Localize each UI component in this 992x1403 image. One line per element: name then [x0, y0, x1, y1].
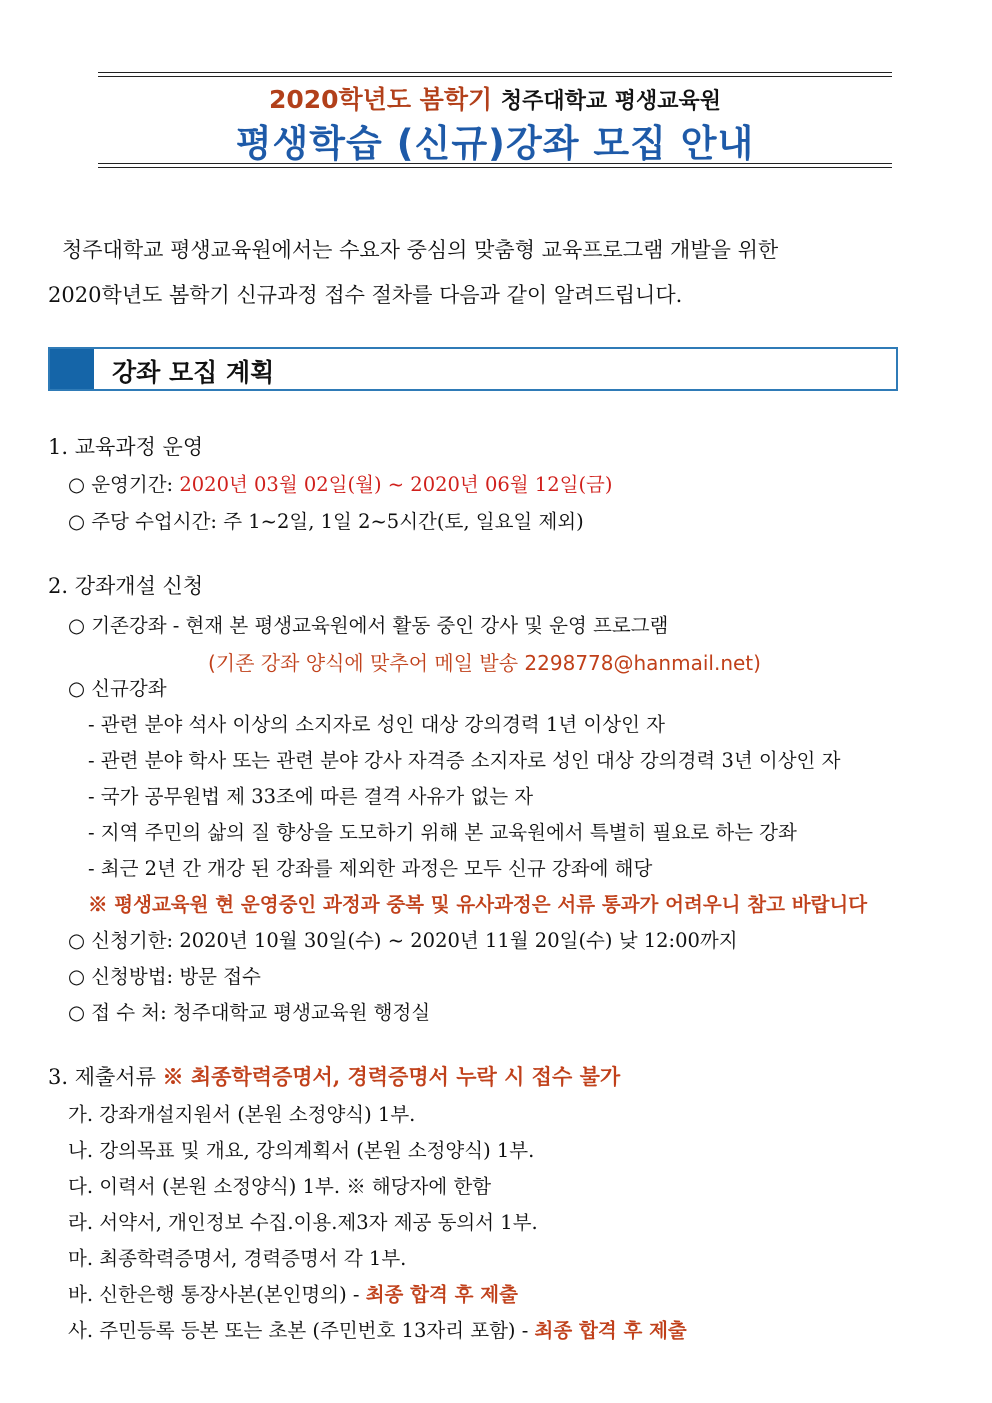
document-item: 나. 강의목표 및 개요, 강의계획서 (본원 소정양식) 1부. [68, 1139, 535, 1162]
document-item [68, 1282, 518, 1308]
sec2-existing-note: (기존 강좌 양식에 맞추어 메일 발송 2298778@hanmail.net) [208, 651, 761, 675]
section-marker [50, 349, 94, 389]
sec2-existing: ○ 기존강좌 - 현재 본 평생교육원에서 활동 중인 강사 및 운영 프로그램 [68, 614, 669, 637]
header-rule [98, 167, 892, 168]
sec3-heading-note: ※ 최종학력증명서, 경력증명서 누락 시 접수 불가 [162, 1064, 621, 1089]
sec2-heading: 2. 강좌개설 신청 [48, 574, 204, 598]
sec1-hours: ○ 주당 수업시간: 주 1~2일, 1일 2~5시간(토, 일요일 제외) [68, 510, 584, 533]
item6-text: 바. 신한은행 통장사본(본인명의) - [68, 1283, 366, 1306]
sec1-period [68, 472, 613, 498]
document-item: 마. 최종학력증명서, 경력증명서 각 1부. [68, 1247, 407, 1270]
sec3-heading [48, 1064, 620, 1090]
sec2-new-label: ○ 신규강좌 [68, 677, 167, 700]
document-header [98, 72, 892, 169]
page-title: 평생학습 (신규)강좌 모집 안내 [235, 122, 755, 165]
item7-note: 최종 합격 후 제출 [534, 1319, 687, 1342]
sec1-heading: 1. 교육과정 운영 [48, 435, 204, 459]
header-rule [98, 72, 892, 73]
sec2-deadline: ○ 신청기한: 2020년 10월 30일(수) ~ 2020년 11월 20일(수) 낮 12:00까지 [68, 929, 738, 952]
criteria-item: - 국가 공무원법 제 33조에 따른 결격 사유가 없는 자 [88, 785, 534, 808]
document-item: 라. 서약서, 개인정보 수집.이용.제3자 제공 동의서 1부. [68, 1211, 538, 1234]
section-title-box [48, 347, 898, 391]
sec2-method: ○ 신청방법: 방문 접수 [68, 965, 261, 988]
item7-text: 사. 주민등록 등본 또는 초본 (주민번호 13자리 포함) - [68, 1319, 535, 1342]
section-title: 강좌 모집 계획 [112, 358, 275, 387]
intro-line: 청주대학교 평생교육원에서는 수요자 중심의 맞춤형 교육프로그램 개발을 위한 [62, 238, 779, 262]
sec2-warning: ※ 평생교육원 현 운영중인 과정과 중복 및 유사과정은 서류 통과가 어려우니 참고 바랍니다 [88, 893, 868, 916]
header-subtitle [98, 80, 892, 116]
criteria-item: - 최근 2년 간 개강 된 강좌를 제외한 과정은 모두 신규 강좌에 해당 [88, 857, 653, 880]
document-item [68, 1318, 687, 1344]
criteria-item: - 관련 분야 학사 또는 관련 분야 강사 자격증 소지자로 성인 대상 강의경력 3년 이상인 자 [88, 749, 841, 772]
criteria-item: - 관련 분야 석사 이상의 소지자로 성인 대상 강의경력 1년 이상인 자 [88, 713, 665, 736]
intro-paragraph [48, 228, 928, 318]
document-item: 다. 이력서 (본원 소정양식) 1부. ※ 해당자에 한함 [68, 1175, 492, 1198]
sec2-office: ○ 접 수 처: 청주대학교 평생교육원 행정실 [68, 1001, 431, 1024]
header-rule [98, 76, 892, 77]
criteria-item: - 지역 주민의 삶의 질 향상을 도모하기 위해 본 교육원에서 특별히 필요로 하는 강좌 [88, 821, 797, 844]
intro-line: 2020학년도 봄학기 신규과정 접수 절차를 다음과 같이 알려드립니다. [48, 283, 683, 307]
subtitle-org: 청주대학교 평생교육원 [500, 89, 722, 114]
header-rule [98, 163, 892, 164]
subtitle-accent: 2020학년도 봄학기 [268, 85, 493, 114]
document-item: 가. 강좌개설지원서 (본원 소정양식) 1부. [68, 1103, 416, 1126]
period-value: 2020년 03월 02일(월) ~ 2020년 06월 12일(금) [179, 473, 613, 496]
item6-note: 최종 합격 후 제출 [365, 1283, 518, 1306]
period-label: ○ 운영기간: [68, 473, 180, 496]
sec3-heading-text: 3. 제출서류 [48, 1065, 163, 1089]
